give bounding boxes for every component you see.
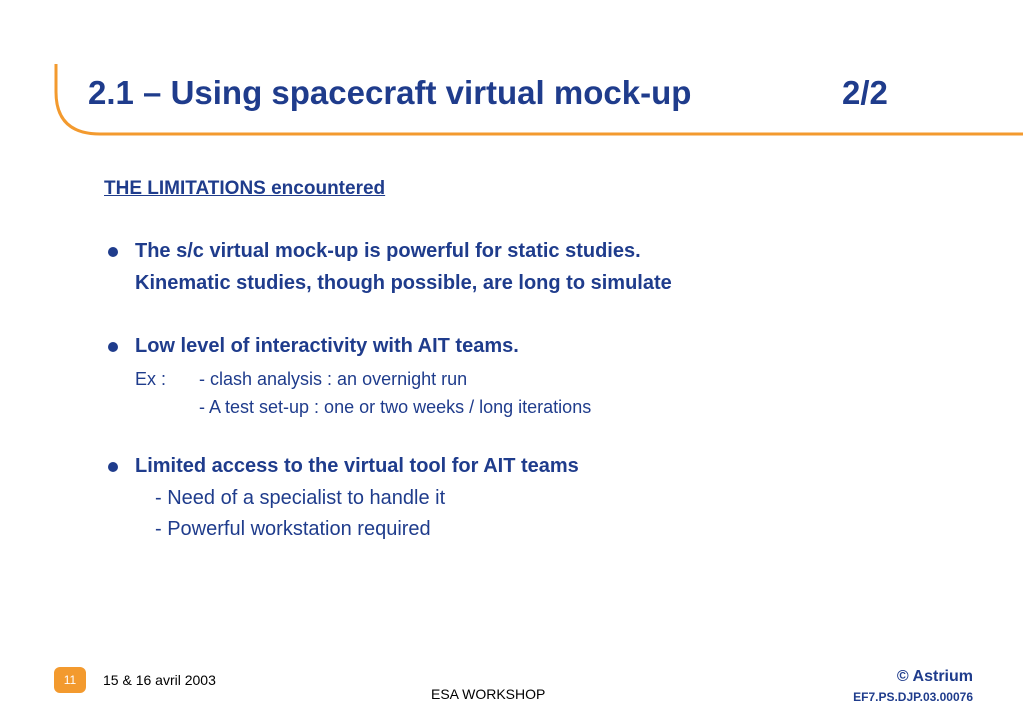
- page-number-badge: 11: [54, 667, 86, 693]
- bullet-dot: [108, 462, 118, 472]
- example-label: Ex :: [135, 369, 167, 389]
- subitem-1: - Need of a specialist to handle it: [155, 487, 446, 509]
- slide-title: 2.1 – Using spacecraft virtual mock-up: [88, 74, 692, 111]
- example-item-2: - A test set-up : one or two weeks / long iterations: [199, 397, 592, 417]
- slide-page-fraction: 2/2: [842, 74, 888, 111]
- bullet-1-line-1: The s/c virtual mock-up is powerful for static studies.: [135, 240, 641, 262]
- bullet-1-line-2: Kinematic studies, though possible, are long to simulate: [135, 272, 672, 294]
- footer-event: ESA WORKSHOP: [431, 686, 546, 702]
- section-heading: THE LIMITATIONS encountered: [104, 178, 386, 199]
- bullet-dot: [108, 247, 118, 257]
- bullet-2-line-1: Low level of interactivity with AIT teams.: [135, 335, 519, 357]
- footer-reference: EF7.PS.DJP.03.00076: [853, 690, 973, 704]
- footer-date: 15 & 16 avril 2003: [103, 672, 216, 688]
- bullet-dot: [108, 342, 118, 352]
- subitem-2: - Powerful workstation required: [155, 518, 431, 540]
- example-item-1: - clash analysis : an overnight run: [199, 369, 468, 389]
- title-frame-curve: [0, 0, 1023, 140]
- footer-company: © Astrium: [896, 668, 973, 685]
- bullet-3-line-1: Limited access to the virtual tool for AIT teams: [135, 455, 579, 477]
